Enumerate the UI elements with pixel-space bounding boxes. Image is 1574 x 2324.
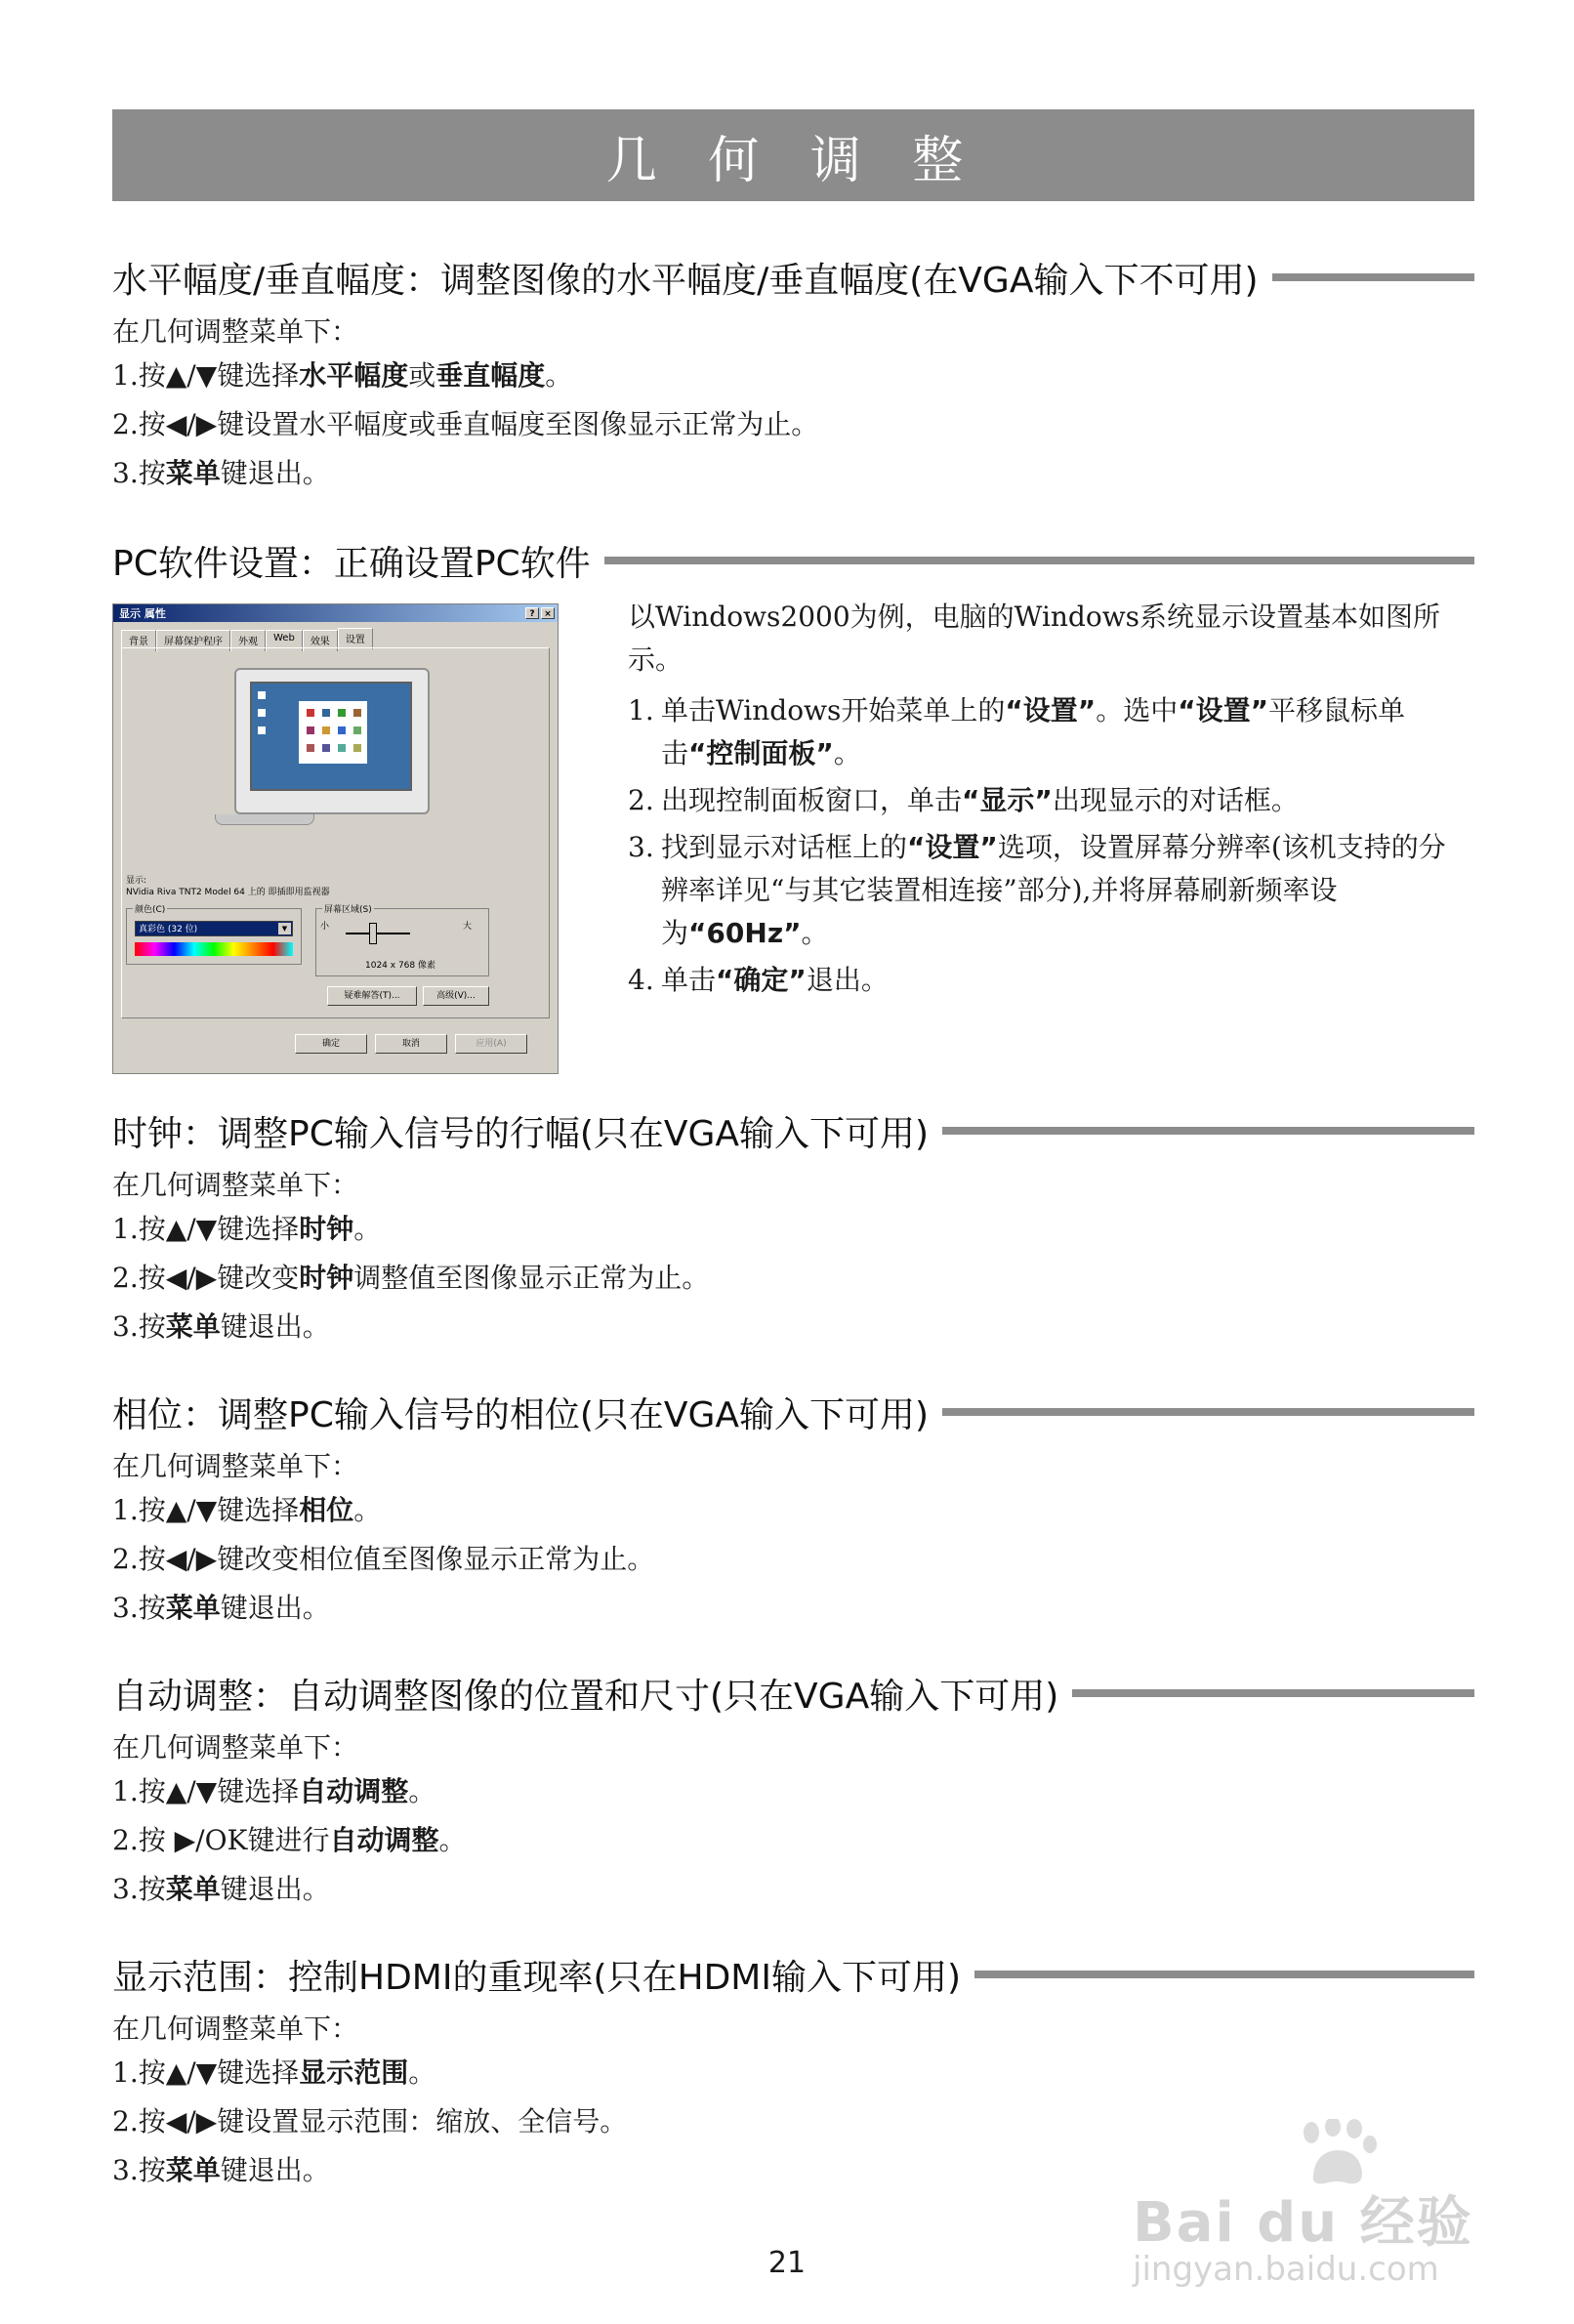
slider-more-label: 大: [463, 922, 473, 932]
section-heading: 显示范围：控制HDMI的重现率(只在HDMI输入下可用): [112, 1957, 962, 1998]
desktop-preview: [250, 682, 412, 791]
step-item: 2.按◀/▶键设置显示范围：缩放、全信号。: [112, 2105, 628, 2137]
tab-settings: 设置: [338, 628, 373, 649]
step-item: 3.按菜单键退出。: [112, 1873, 330, 1905]
section-heading: PC软件设置：正确设置PC软件: [112, 543, 591, 584]
step-item: 2.按◀/▶键设置水平幅度或垂直幅度至图像显示正常为止。: [112, 408, 819, 440]
step-item: 3.按菜单键退出。: [112, 2154, 330, 2186]
slider-less-label: 小: [320, 922, 330, 932]
resolution-value: 1024 x 768 像素: [365, 961, 435, 971]
watermark-url: jingyan.baidu.com: [1133, 2250, 1439, 2289]
display-value: NVidia Riva TNT2 Model 64 上的 即插即用监视器: [126, 888, 330, 897]
paw-icon: [1294, 2119, 1380, 2187]
section-intro: 在几何调整菜单下：: [112, 1450, 359, 1482]
section-heading: 相位：调整PC输入信号的相位(只在VGA输入下可用): [112, 1394, 930, 1435]
tab-background: 背景: [121, 630, 156, 651]
section-intro: 在几何调整菜单下：: [112, 2013, 359, 2045]
page-number: 21: [767, 2246, 807, 2280]
step-item: 2.按 ▶/OK键进行自动调整。: [112, 1824, 467, 1856]
step-item: 3.按菜单键退出。: [112, 1310, 330, 1343]
step-item: 2.按◀/▶键改变相位值至图像显示正常为止。: [112, 1543, 655, 1575]
ok-button: 确定: [295, 1034, 367, 1054]
tab-appearance: 外观: [230, 630, 266, 651]
monitor-stand: [215, 814, 314, 825]
dialog-title: 显示 属性: [119, 607, 166, 620]
step-item: 1.按▲/▼键选择显示范围。: [112, 2056, 436, 2089]
control-panel-window-icon: [299, 701, 367, 764]
list-item: 4. 单击“确定”退出。: [628, 964, 889, 996]
step-item: 1.按▲/▼键选择水平幅度或垂直幅度。: [112, 359, 573, 392]
section-heading: 水平幅度/垂直幅度：调整图像的水平幅度/垂直幅度(在VGA输入下不可用): [112, 260, 1259, 301]
screen-area-label: 屏幕区域(S): [322, 902, 374, 915]
colors-group: [126, 905, 302, 965]
dialog-titlebar: [113, 604, 558, 622]
settings-panel: [121, 647, 550, 1018]
resolution-slider-thumb: [369, 923, 377, 944]
list-item: 1. 单击Windows开始菜单上的“设置”。选中“设置”平移鼠标单击“控制面板”。: [628, 694, 1406, 769]
section-horizontal-vertical-size: [112, 250, 1474, 498]
section-phase: [112, 1385, 1474, 1633]
heading-rule: [942, 1127, 1474, 1135]
watermark-logo: Bai du 经验: [1133, 2191, 1473, 2255]
close-button: ×: [541, 607, 555, 619]
section-heading: 自动调整：自动调整图像的位置和尺寸(只在VGA输入下可用): [112, 1676, 1059, 1717]
screen-area-group: [315, 905, 489, 976]
apply-button: 应用(A): [455, 1034, 527, 1054]
resolution-slider-track: [346, 933, 410, 934]
step-item: 3.按菜单键退出。: [112, 457, 330, 489]
dropdown-arrow-icon: ▼: [278, 923, 291, 934]
colors-label: 颜色(C): [133, 902, 167, 915]
monitor-preview-icon: [234, 668, 430, 814]
heading-rule: [974, 1971, 1474, 1978]
tab-screensaver: 屏幕保护程序: [156, 630, 230, 651]
page-title: 几 何 调 整: [112, 109, 1474, 201]
section-pc-software-settings: [112, 533, 1474, 588]
list-item: 3. 找到显示对话框上的“设置”选项，设置屏幕分辨率(该机支持的分辨率详见“与其它装置相连接”部分),并将屏幕刷新频率设为“60Hz”。: [628, 831, 1446, 949]
section-heading: 时钟：调整PC输入信号的行幅(只在VGA输入下可用): [112, 1113, 930, 1154]
section-clock: [112, 1103, 1474, 1351]
step-item: 1.按▲/▼键选择自动调整。: [112, 1775, 436, 1807]
step-item: 2.按◀/▶键改变时钟调整值至图像显示正常为止。: [112, 1262, 710, 1294]
colors-select: 真彩色 (32 位) ▼: [135, 921, 293, 936]
tab-web: Web: [266, 630, 303, 651]
step-item: 3.按菜单键退出。: [112, 1592, 330, 1624]
color-spectrum-bar: [135, 942, 293, 956]
heading-rule: [942, 1408, 1474, 1416]
pc-settings-instructions: [628, 596, 1468, 1006]
cancel-button: 取消: [375, 1034, 447, 1054]
display-label: 显示:: [126, 876, 147, 886]
section-intro: 在几何调整菜单下：: [112, 1731, 359, 1764]
step-item: 1.按▲/▼键选择相位。: [112, 1494, 382, 1526]
tab-effects: 效果: [303, 630, 338, 651]
section-intro: 在几何调整菜单下：: [112, 1169, 359, 1201]
section-intro: 在几何调整菜单下：: [112, 315, 359, 348]
heading-rule: [604, 557, 1474, 564]
help-button: ?: [525, 607, 539, 619]
troubleshoot-button: 疑难解答(T)...: [327, 986, 417, 1006]
heading-rule: [1072, 1689, 1474, 1697]
pc-intro: 以Windows2000为例，电脑的Windows系统显示设置基本如图所示。: [628, 601, 1441, 676]
list-item: 2. 出现控制面板窗口，单击“显示”出现显示的对话框。: [628, 784, 1299, 816]
display-properties-dialog-screenshot: [112, 603, 559, 1074]
advanced-button: 高级(V)...: [423, 986, 489, 1006]
heading-rule: [1272, 273, 1475, 281]
baidu-watermark: [1133, 2119, 1494, 2289]
step-item: 1.按▲/▼键选择时钟。: [112, 1213, 382, 1245]
section-auto-adjust: [112, 1666, 1474, 1914]
